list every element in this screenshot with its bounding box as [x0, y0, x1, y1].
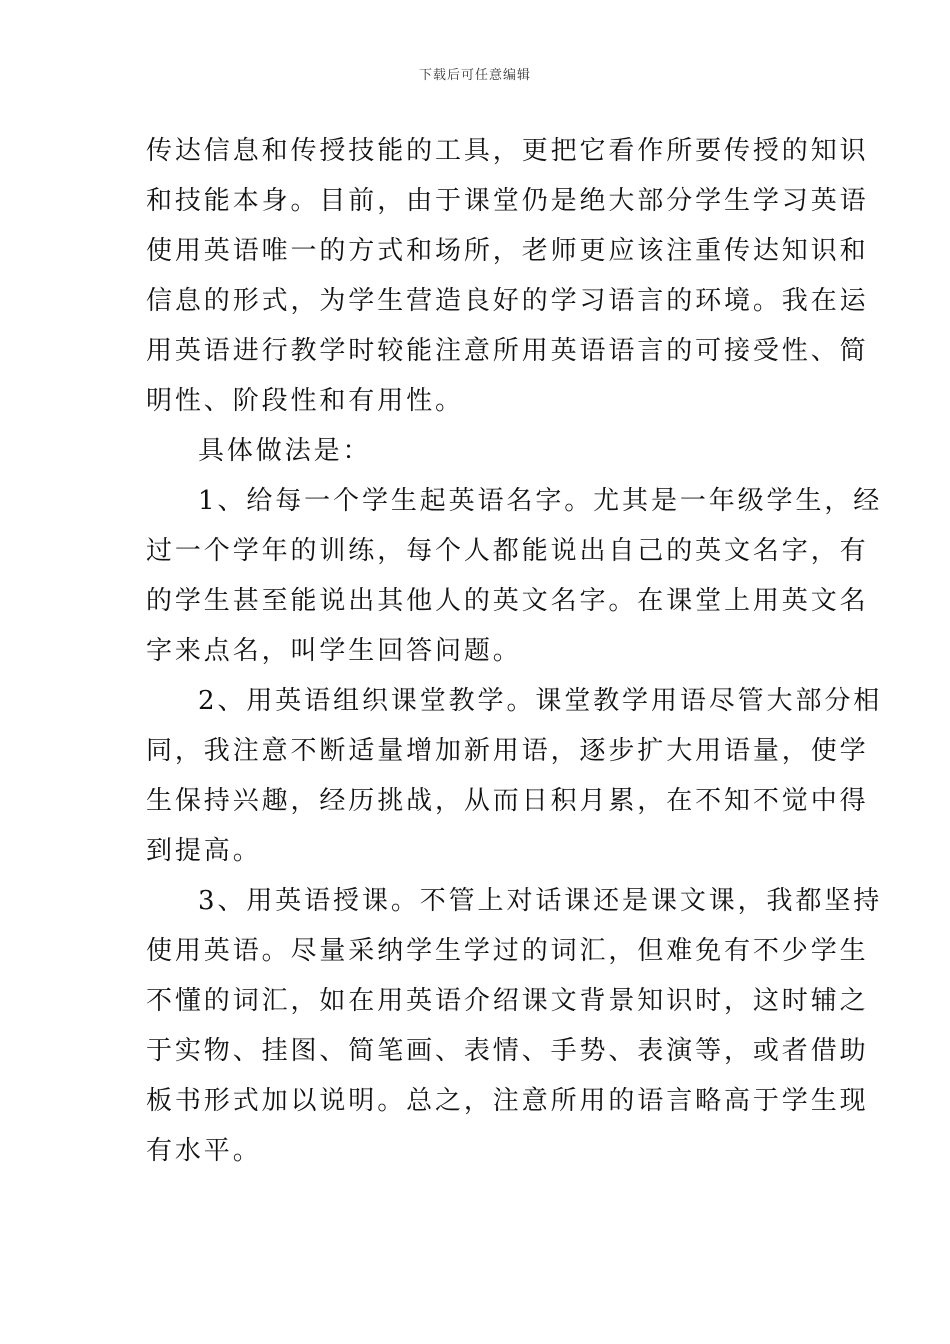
- paragraph-item-3: [146, 876, 883, 1176]
- paragraph-method-heading: [146, 426, 808, 476]
- text-line: 有水平。: [146, 1136, 262, 1166]
- page-header: 下载后可任意编辑: [418, 68, 531, 83]
- text-line: 生保持兴趣，经历挑战，从而日积月累，在不知不觉中得: [146, 786, 869, 816]
- text-line: 明性、阶段性和有用性。: [146, 386, 464, 416]
- paragraph-intro: [146, 126, 869, 426]
- text-line: 具体做法是：: [198, 436, 372, 466]
- text-line: 用英语进行教学时较能注意所用英语语言的可接受性、简: [146, 336, 869, 366]
- text-line: 的学生甚至能说出其他人的英文名字。在课堂上用英文名: [146, 586, 869, 616]
- text-line: 不懂的词汇，如在用英语介绍课文背景知识时，这时辅之: [146, 986, 869, 1016]
- text-line: 过一个学年的训练，每个人都能说出自己的英文名字，有: [146, 536, 869, 566]
- text-line: 板书形式加以说明。总之，注意所用的语言略高于学生现: [146, 1086, 869, 1116]
- text-line: 3、用英语授课。不管上对话课还是课文课，我都坚持: [198, 886, 883, 916]
- text-line: 同，我注意不断适量增加新用语，逐步扩大用语量，使学: [146, 736, 869, 766]
- text-line: 传达信息和传授技能的工具，更把它看作所要传授的知识: [146, 136, 869, 166]
- text-line: 于实物、挂图、简笔画、表情、手势、表演等，或者借助: [146, 1036, 869, 1066]
- text-line: 使用英语唯一的方式和场所，老师更应该注重传达知识和: [146, 236, 869, 266]
- paragraph-item-2: [146, 676, 883, 876]
- paragraph-item-1: [146, 476, 883, 676]
- text-line: 使用英语。尽量采纳学生学过的词汇，但难免有不少学生: [146, 936, 869, 966]
- text-line: 2、用英语组织课堂教学。课堂教学用语尽管大部分相: [198, 686, 883, 716]
- text-line: 1、给每一个学生起英语名字。尤其是一年级学生，经: [198, 486, 883, 516]
- text-line: 到提高。: [146, 836, 262, 866]
- text-line: 信息的形式，为学生营造良好的学习语言的环境。我在运: [146, 286, 869, 316]
- document-body: [146, 126, 883, 1176]
- text-line: 字来点名，叫学生回答问题。: [146, 636, 522, 666]
- text-line: 和技能本身。目前，由于课堂仍是绝大部分学生学习英语: [146, 186, 869, 216]
